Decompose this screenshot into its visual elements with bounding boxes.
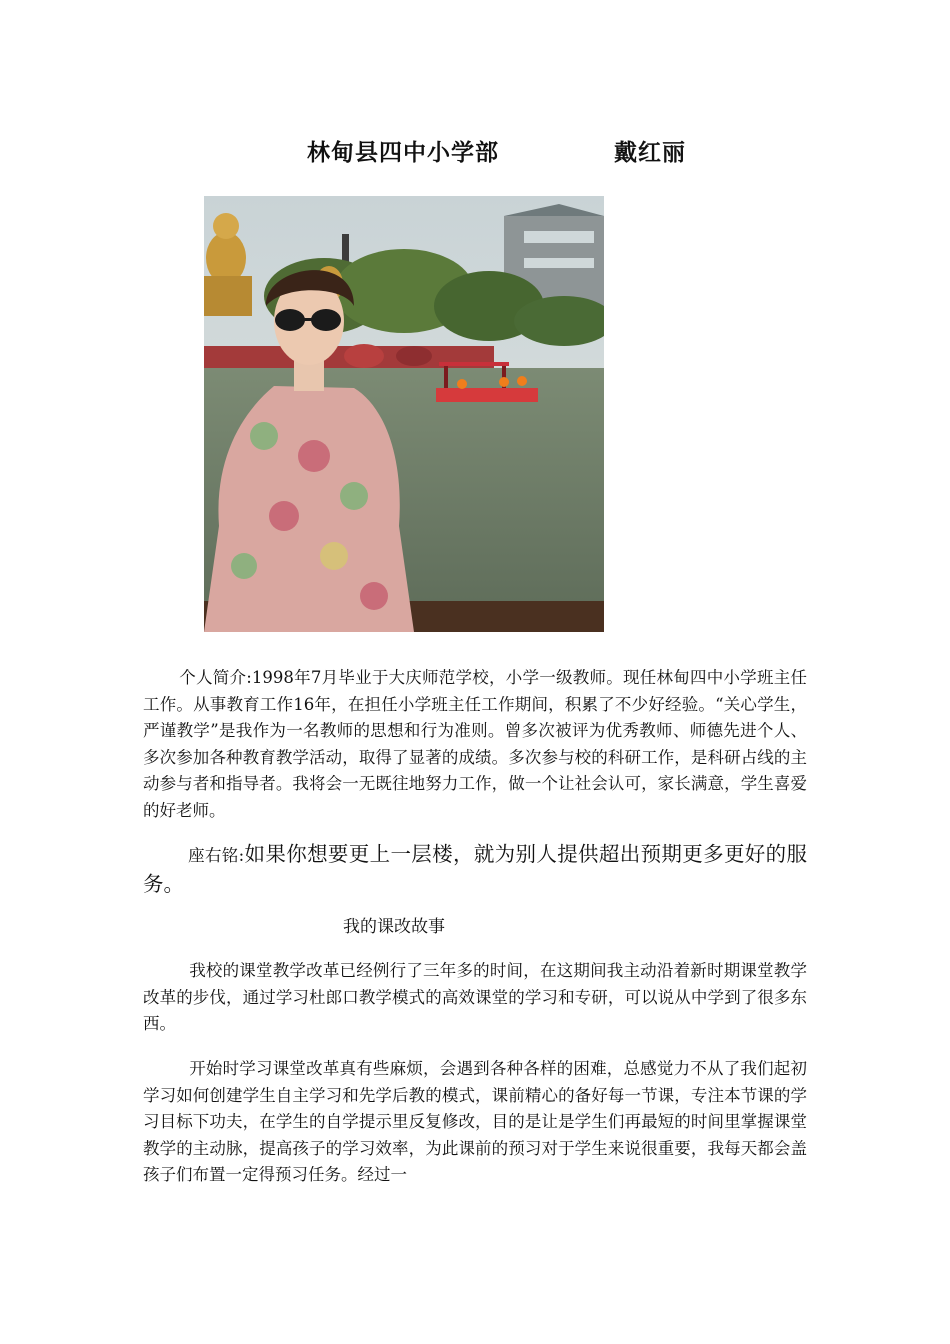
personal-intro: 个人简介:1998年7月毕业于大庆师范学校，小学一级教师。现任林甸四中小学班主任工作。从事教育工作16年，在担任小学班主任工作期间，积累了不少好经验。“关心学生，严谨教学”是我作为一名教师的思想和行为准则。曾多次被评为优秀教师、师德先进个人、多次参加各种教育教学活动，取得了显著的成绩。多次参与校的科研工作，是科研占线的主动参与者和指导者。我将会一无既往地努力工作，做一个让社会认可，家长满意，学生喜爱的好老师。 [143,668,807,820]
author-name: 戴红丽 [614,139,686,166]
story-paragraph: 我校的课堂教学改革已经例行了三年多的时间，在这期间我主动沿着新时期课堂教学改革的步伐，通过学习杜郎口教学模式的高效课堂的学习和专研，可以说从中学到了很多东西。 [143,961,807,1033]
motto-label: 座右铭: [188,846,245,865]
story-paragraph: 开始时学习课堂改革真有些麻烦，会遇到各种各样的困难，总感觉力不从了我们起初学习如何创建学生自主学习和先学后教的模式，课前精心的备好每一节课，专注本节课的学习目标下功夫，在学生的自学提示里反复修改，目的是让是学生们再最短的时间里掌握课堂教学的主动脉，提高孩子的学习效率，为此课前的预习对于学生来说很重要，我每天都会盖孩子们布置一定得预习任务。经过一 [143,1059,807,1184]
story-title: 我的课改故事 [343,917,445,937]
teacher-photo [204,196,604,632]
motto-text: 如果你想要更上一层楼，就为别人提供超出预期更多更好的服务。 [143,842,807,896]
motto [143,840,807,898]
document-header [0,134,950,170]
photo-illustration [204,196,604,632]
school-name: 林甸县四中小学部 [307,139,499,166]
